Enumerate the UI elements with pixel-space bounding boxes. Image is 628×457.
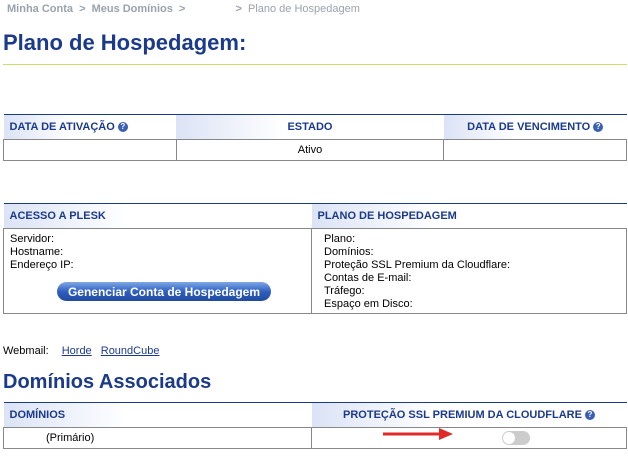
domains-table xyxy=(3,402,627,449)
breadcrumb-item-meus-dominios[interactable]: Meus Domínios xyxy=(91,3,173,15)
plan-label: Plano: xyxy=(324,233,356,245)
associated-domains-title: Domínios Associados xyxy=(3,371,212,393)
breadcrumb-current: Plano de Hospedagem xyxy=(247,3,360,15)
header-due: DATA DE VENCIMENTO ? xyxy=(444,115,627,140)
domains-label: Domínios: xyxy=(324,246,374,258)
breadcrumb-item-minha-conta[interactable]: Minha Conta xyxy=(7,3,73,15)
title-divider xyxy=(3,64,627,65)
info-icon[interactable]: ? xyxy=(593,122,603,132)
ssl-toggle[interactable] xyxy=(502,431,530,445)
domain-cell: (Primário) xyxy=(4,428,312,449)
horde-link[interactable]: Horde xyxy=(61,345,92,357)
breadcrumb-separator: > xyxy=(235,3,242,15)
email-accounts-label: Contas de E-mail: xyxy=(324,272,412,284)
webmail-label: Webmail: xyxy=(3,345,49,357)
header-hosting-plan: PLANO DE HOSPEDAGEM xyxy=(312,204,627,229)
ssl-toggle-cell xyxy=(312,428,627,449)
due-date-cell xyxy=(444,140,627,161)
arrow-annotation-icon xyxy=(383,428,453,440)
hosting-plan-cell xyxy=(312,229,627,314)
header-ssl-premium: PROTEÇÃO SSL PREMIUM DA CLOUDFLARE ? xyxy=(312,403,627,428)
header-activation: DATA DE ATIVAÇÃO ? xyxy=(4,115,177,140)
breadcrumb-separator: > xyxy=(79,3,86,15)
dates-table xyxy=(3,114,627,161)
webmail-row xyxy=(3,345,159,357)
ssl-label: Proteção SSL Premium da Cloudflare: xyxy=(324,259,511,271)
server-label: Servidor: xyxy=(10,233,55,245)
plesk-access-cell xyxy=(4,229,312,314)
info-icon[interactable]: ? xyxy=(585,410,595,420)
info-icon[interactable]: ? xyxy=(118,122,128,132)
manage-hosting-button[interactable]: Genenciar Conta de Hospedagem xyxy=(57,282,271,301)
page-title: Plano de Hospedagem: xyxy=(3,30,247,55)
hostname-label: Hostname: xyxy=(10,246,64,258)
breadcrumb-separator: > xyxy=(178,3,186,15)
status-cell: Ativo xyxy=(176,140,444,161)
roundcube-link[interactable]: RoundCube xyxy=(100,345,160,357)
toggle-knob xyxy=(503,432,515,444)
plesk-table xyxy=(3,203,627,314)
breadcrumb xyxy=(7,3,360,15)
disk-space-label: Espaço em Disco: xyxy=(324,298,413,310)
activation-date-cell xyxy=(4,140,177,161)
header-plesk: ACESSO A PLESK xyxy=(4,204,312,229)
header-status: ESTADO xyxy=(176,115,444,140)
ip-address-label: Endereço IP: xyxy=(10,259,74,271)
traffic-label: Tráfego: xyxy=(324,285,365,297)
header-domains: DOMÍNIOS xyxy=(4,403,312,428)
